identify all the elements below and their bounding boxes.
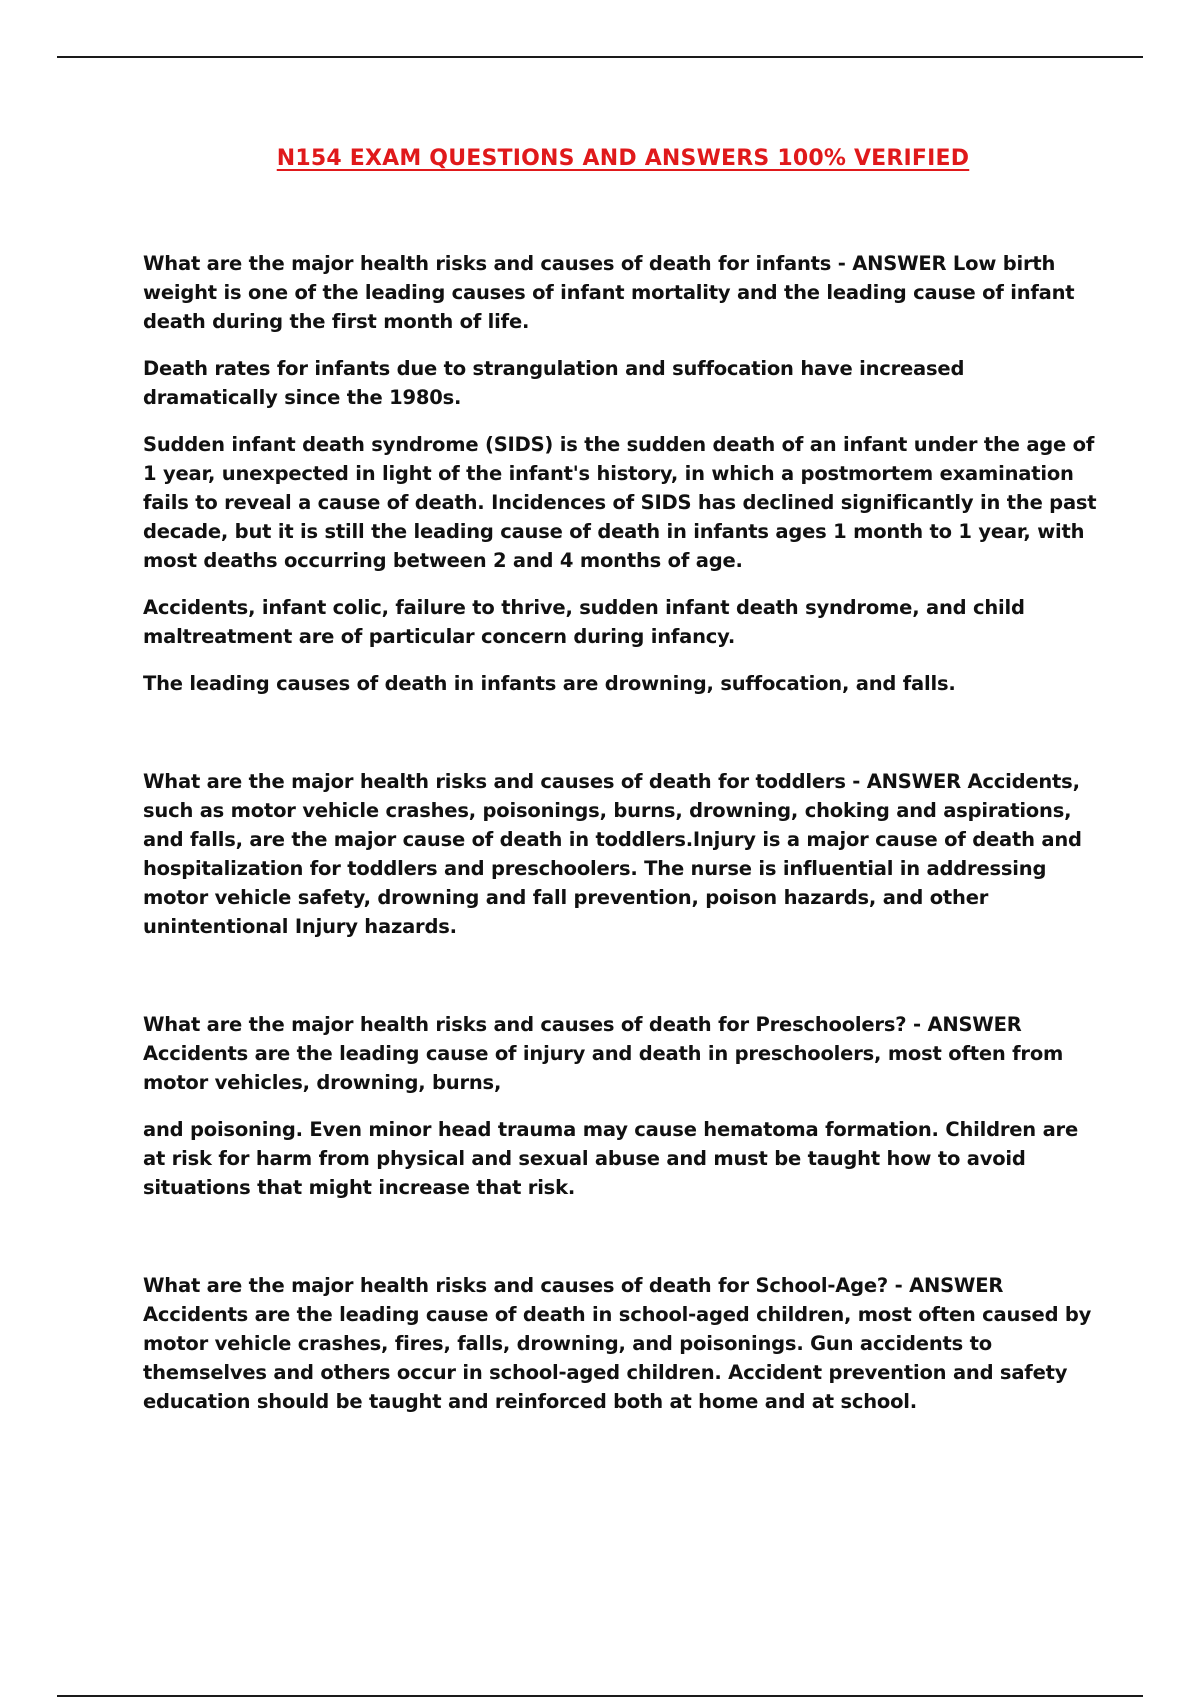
qa-block-infants xyxy=(143,249,1103,698)
paragraph: What are the major health risks and causes of death for School-Age? - ANSWER Accidents are the leading cause of death in school-aged children, most often caused by motor vehicle crashes, fires, falls, drowning, and poisonings. Gun accidents to themselves and others occur in school-aged children. Accident prevention and safety education should be taught and reinforced both at home and at school. xyxy=(143,1274,1092,1413)
paragraph: The leading causes of death in infants are drowning, suffocation, and falls. xyxy=(143,672,956,695)
paragraph: Sudden infant death syndrome (SIDS) is the sudden death of an infant under the age of 1 year, unexpected in light of the infant's history, in which a postmortem examination fails to reveal a cause of death. Incidences of SIDS has declined significantly in the past decade, but it is still the leading cause of death in infants ages 1 month to 1 year, with most deaths occurring between 2 and 4 months of age. xyxy=(143,433,1097,572)
paragraph: What are the major health risks and causes of death for infants - ANSWER Low birth weight is one of the leading causes of infant mortality and the leading cause of infant death during the first month of life. xyxy=(143,252,1075,333)
document-body xyxy=(143,249,1103,1416)
page-title: N154 EXAM QUESTIONS AND ANSWERS 100% VERIFIED xyxy=(276,146,970,171)
qa-block-school-age xyxy=(143,1271,1103,1416)
paragraph: and poisoning. Even minor head trauma may cause hematoma formation. Children are at risk for harm from physical and sexual abuse and must be taught how to avoid situations that might increase that risk. xyxy=(143,1118,1078,1199)
top-divider xyxy=(57,56,1143,58)
qa-block-preschoolers xyxy=(143,1010,1103,1202)
paragraph: What are the major health risks and causes of death for Preschoolers? - ANSWER Accidents are the leading cause of injury and death in preschoolers, most often from motor vehicles, drowning, burns, xyxy=(143,1013,1064,1094)
qa-block-toddlers xyxy=(143,767,1103,941)
paragraph: What are the major health risks and causes of death for toddlers - ANSWER Accidents, such as motor vehicle crashes, poisonings, burns, drowning, choking and aspirations, and falls, are the major cause of death in toddlers.Injury is a major cause of death and hospitalization for toddlers and preschoolers. The nurse is influential in addressing motor vehicle safety, drowning and fall prevention, poison hazards, and other unintentional Injury hazards. xyxy=(143,770,1082,938)
bottom-divider xyxy=(57,1695,1143,1697)
paragraph: Accidents, infant colic, failure to thrive, sudden infant death syndrome, and child maltreatment are of particular concern during infancy. xyxy=(143,596,1025,648)
paragraph: Death rates for infants due to strangulation and suffocation have increased dramatically since the 1980s. xyxy=(143,357,965,409)
